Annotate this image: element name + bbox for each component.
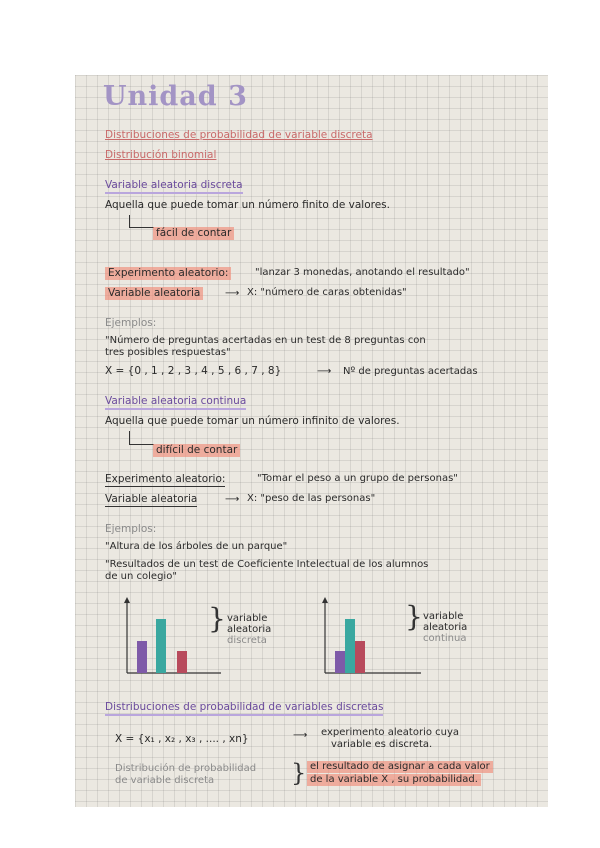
distrib-left2: de variable discreta	[115, 775, 215, 786]
bar-teal	[156, 619, 166, 673]
note-facil: fácil de contar	[153, 227, 234, 240]
example-line1: "Número de preguntas acertadas en un test de 8 preguntas con	[105, 335, 426, 346]
set-x: X = {0 , 1 , 2 , 3 , 4 , 5 , 6 , 7 , 8}	[105, 365, 282, 377]
heading-discreta: Variable aleatoria discreta	[105, 179, 243, 194]
def-continua: Aquella que puede tomar un número infinito de valores.	[105, 415, 400, 427]
var-label-continua: Variable aleatoria	[105, 493, 198, 505]
example-altura: "Altura de los árboles de un parque"	[105, 541, 288, 552]
bar-purple	[335, 651, 345, 673]
ejemplos-discreta: Ejemplos:	[105, 317, 157, 329]
heading-distrib: Distribuciones de probabilidad de variables discretas	[105, 701, 383, 716]
x-note2: variable es discreta.	[331, 739, 433, 750]
chart-left-l2: aleatoria	[227, 624, 272, 635]
arrow-glyph: ⟶	[317, 366, 332, 377]
ejemplos-continua: Ejemplos:	[105, 523, 157, 535]
arrow-shape	[129, 431, 154, 445]
exp-label-continua: Experimento aleatorio:	[105, 473, 226, 485]
chart-right-l1: variable	[423, 611, 464, 622]
arrow-glyph: ⟶	[225, 288, 240, 299]
var-label-discreta: Variable aleatoria	[105, 287, 203, 300]
exp-label-discreta: Experimento aleatorio:	[105, 267, 231, 280]
bar-red	[177, 651, 187, 673]
arrow-glyph: ⟶	[225, 494, 240, 505]
note-dificil: difícil de contar	[153, 444, 240, 457]
brace-left: }	[208, 602, 226, 635]
example-ci-line2: de un colegio"	[105, 571, 177, 582]
x-def: X = {x₁ , x₂ , x₃ , .... , xn}	[115, 733, 249, 745]
bar-red	[355, 641, 365, 673]
arrow-glyph: ⟶	[293, 730, 308, 741]
chart-right-l3: continua	[423, 633, 467, 644]
set-meaning: Nº de preguntas acertadas	[343, 366, 478, 377]
arrow-shape	[129, 215, 154, 228]
chart-left-l3: discreta	[227, 635, 267, 646]
brace-distrib: }	[291, 759, 307, 787]
def-discreta: Aquella que puede tomar un número finito de valores.	[105, 199, 390, 211]
var-text-continua: X: "peso de las personas"	[247, 493, 376, 504]
bar-teal	[345, 619, 355, 673]
heading-distribuciones: Distribuciones de probabilidad de variable discreta	[105, 129, 373, 141]
distrib-right1: el resultado de asignar a cada valor	[307, 761, 493, 773]
heading-continua: Variable aleatoria continua	[105, 395, 246, 410]
heading-binomial: Distribución binomial	[105, 149, 217, 161]
page-title: Unidad 3	[103, 81, 248, 112]
brace-right: }	[405, 600, 423, 633]
var-text-discreta: X: "número de caras obtenidas"	[247, 287, 407, 298]
distrib-left1: Distribución de probabilidad	[115, 763, 257, 774]
example-line2: tres posibles respuestas"	[105, 347, 231, 358]
distrib-right2: de la variable X , su probabilidad.	[307, 774, 481, 786]
chart-right-l2: aleatoria	[423, 622, 468, 633]
exp-text-discreta: "lanzar 3 monedas, anotando el resultado"	[255, 267, 470, 278]
notebook-page	[75, 75, 548, 807]
x-note1: experimento aleatorio cuya	[321, 727, 460, 738]
example-ci-line1: "Resultados de un test de Coeficiente Intelectual de los alumnos	[105, 559, 429, 570]
bar-purple	[137, 641, 147, 673]
chart-left-l1: variable	[227, 613, 268, 624]
exp-text-continua: "Tomar el peso a un grupo de personas"	[257, 473, 458, 484]
